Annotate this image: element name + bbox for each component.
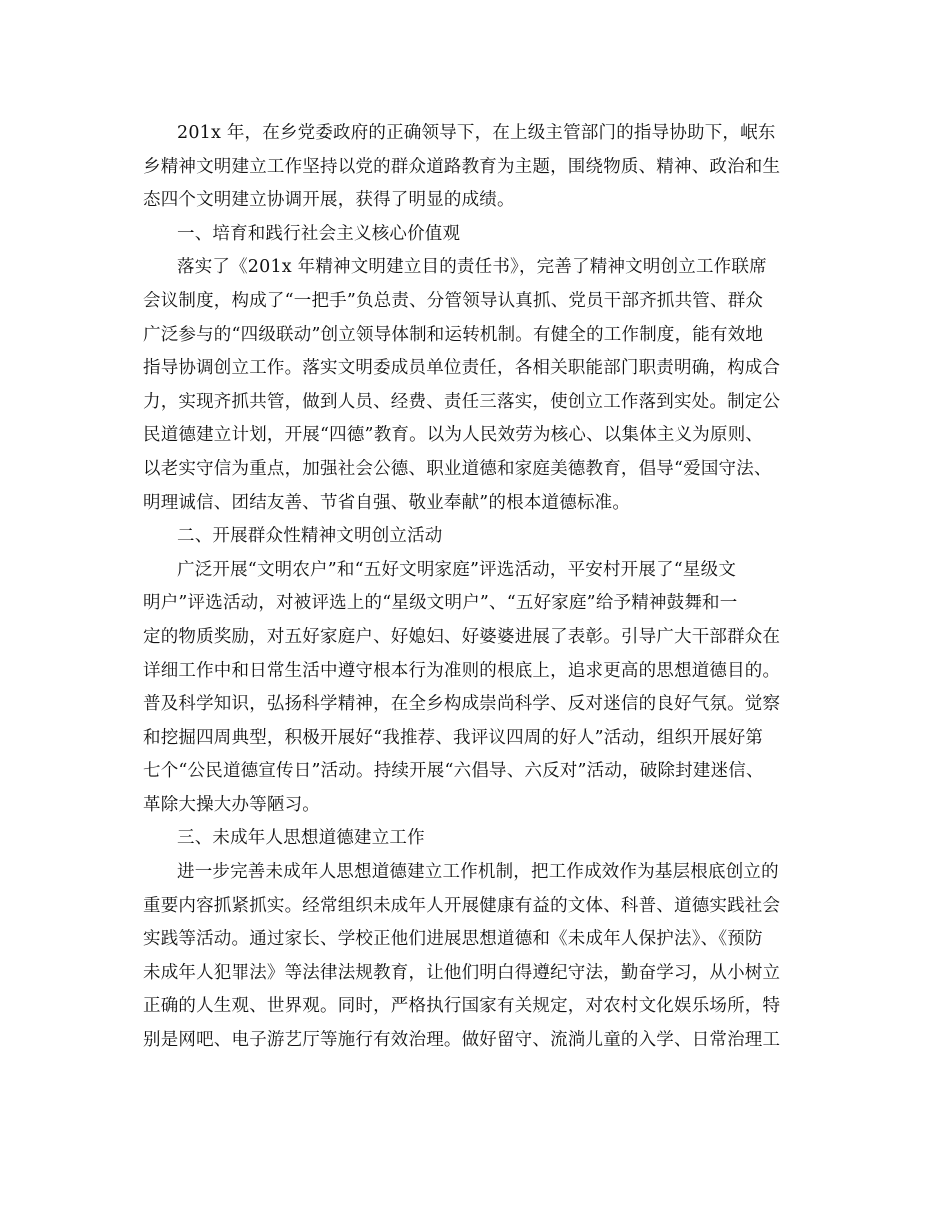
section-1-line: 会议制度，构成了“一把手”负总责、分管领导认真抓、党员干部齐抓共管、群众 (143, 290, 764, 311)
section-2-line: 定的物质奖励，对五好家庭户、好媳妇、好婆婆进展了表彰。引导广大干部群众在 (143, 626, 781, 647)
section-3-line: 实践等活动。通过家长、学校正他们进展思想道德和《未成年人保护法》、《预防 (143, 929, 763, 950)
paragraph-intro-line: 态四个文明建立协调开展，获得了明显的成绩。 (143, 190, 515, 211)
section-2-line: 广泛开展“文明农户”和“五好文明家庭”评选活动，平安村开展了“星级文 (177, 559, 737, 580)
section-2-line: 普及科学知识，弘扬科学精神，在全乡构成崇尚科学、反对迷信的良好气氛。觉察 (143, 694, 781, 715)
section-3-line: 正确的人生观、世界观。同时，严格执行国家有关规定，对农村文化娱乐场所，特 (143, 996, 781, 1017)
paragraph-intro-line: 乡精神文明建立工作坚持以党的群众道路教育为主题，围绕物质、精神、政治和生 (143, 156, 781, 177)
section-2-line: 和挖掘四周典型，积极开展好“我推荐、我评议四周的好人”活动，组织开展好第 (143, 727, 764, 748)
section-1-line: 指导协调创立工作。落实文明委成员单位责任，各相关职能部门职责明确，构成合 (143, 358, 781, 379)
section-1-line: 广泛参与的“四级联动”创立领导体制和运转机制。有健全的工作制度，能有效地 (143, 324, 764, 345)
section-3-line: 未成年人犯罪法》等法律法规教育，让他们明白得遵纪守法，勤奋学习，从小树立 (143, 962, 781, 983)
section-heading-3: 三、未成年人思想道德建立工作 (177, 828, 425, 849)
section-2-line: 详细工作中和日常生活中遵守根本行为准则的根底上，追求更高的思想道德目的。 (143, 660, 781, 681)
section-heading-1: 一、培育和践行社会主义核心价值观 (177, 223, 461, 244)
paragraph-intro-line: 201x 年，在乡党委政府的正确领导下，在上级主管部门的指导协助下，岷东 (177, 123, 776, 143)
section-1-line: 以老实守信为重点，加强社会公德、职业道德和家庭美德教育，倡导“爱国守法、 (143, 458, 772, 479)
section-1-line: 民道德建立计划，开展“四德”教育。以为人民效劳为核心、以集体主义为原则、 (143, 425, 764, 446)
section-2-line: 七个“公民道德宣传日”活动。持续开展“六倡导、六反对”活动，破除封建迷信、 (143, 761, 764, 782)
section-3-line: 别是网吧、电子游艺厅等施行有效治理。做好留守、流淌儿童的入学、日常治理工 (143, 1030, 781, 1051)
section-2-line: 明户”评选活动，对被评选上的“星级文明户”、“五好家庭”给予精神鼓舞和一 (143, 593, 738, 614)
section-2-line: 革除大操大办等陋习。 (143, 794, 320, 815)
section-1-line: 力，实现齐抓共管，做到人员、经费、责任三落实，使创立工作落到实处。制定公 (143, 391, 781, 412)
section-heading-2: 二、开展群众性精神文明创立活动 (177, 526, 443, 547)
section-3-line: 重要内容抓紧抓实。经常组织未成年人开展健康有益的文体、科普、道德实践社会 (143, 895, 781, 916)
section-1-line: 明理诚信、团结友善、节省自强、敬业奉献”的根本道德标准。 (143, 492, 631, 513)
section-3-line: 进一步完善未成年人思想道德建立工作机制，把工作成效作为基层根底创立的 (177, 862, 779, 883)
section-1-line: 落实了《201x 年精神文明建立目的责任书》，完善了精神文明创立工作联席 (177, 257, 767, 278)
document-body (143, 117, 833, 1058)
